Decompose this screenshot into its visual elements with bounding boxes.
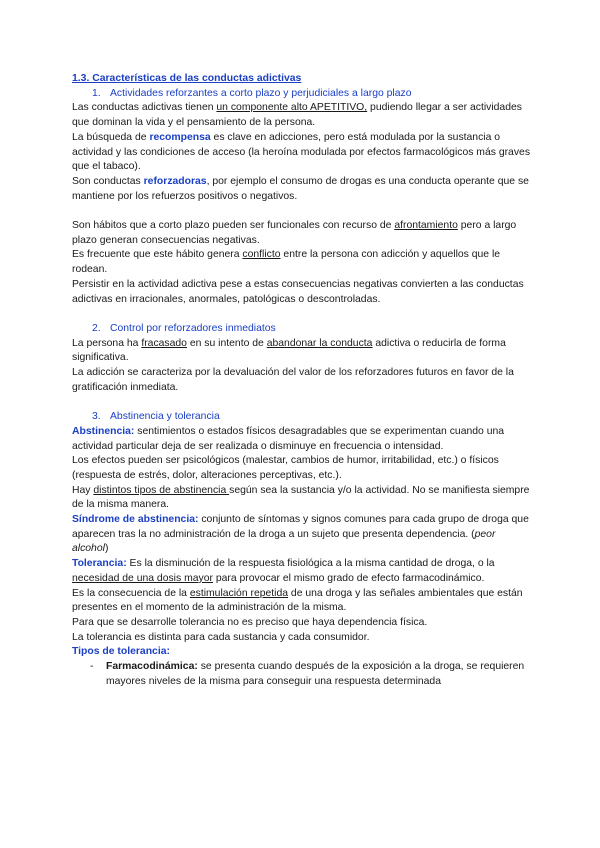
paragraph-conflicto: Es frecuente que este hábito genera conflicto entre la persona con adicción y aquellos que le rodean. <box>72 249 501 276</box>
bullet-dash: - <box>90 661 94 673</box>
paragraph-habitos: Son hábitos que a corto plazo pueden ser funcionales con recurso de afrontamiento pero a largo plazo generan consecuencias negativas. <box>72 220 517 246</box>
subheading-2 <box>72 322 532 337</box>
subheading-number: 2. <box>92 322 101 334</box>
paragraph-reforzadoras: Son conductas reforzadoras, por ejemplo el consumo de drogas es una conducta operante que se mantiene por los refuerzos positivos o negativos. <box>72 175 529 202</box>
section-heading: 1.3. Características de las conductas adictivas <box>72 73 302 84</box>
paragraph-distinta: La tolerancia es distinta para cada sustancia y cada consumidor. <box>72 631 370 643</box>
paragraph-efectos: Los efectos pueden ser psicológicos (malestar, cambios de humor, irritabilidad, etc.) o físicos (respuesta de estrés, dolor, alteraciones perceptivas, etc.). <box>72 455 499 481</box>
paragraph-tipos-abstinencia: Hay distintos tipos de abstinencia según sea la sustancia y/o la actividad. No se manifiesta siempre de la misma manera. <box>72 484 530 511</box>
subheading-title: Actividades reforzantes a corto plazo y perjudiciales a largo plazo <box>110 87 412 99</box>
paragraph-apetitivo: Las conductas adictivas tienen un componente alto APETITIVO, pudiendo llegar a ser actividades que dominan la vida y el pensamiento de la persona. <box>72 102 522 129</box>
subheading-title: Abstinencia y tolerancia <box>110 411 220 423</box>
document-body <box>72 72 532 689</box>
subheading-title: Control por reforzadores inmediatos <box>110 322 276 334</box>
tipos-tolerancia-heading: Tipos de tolerancia: <box>72 646 170 658</box>
subheading-1 <box>72 87 532 102</box>
paragraph-tolerancia: Tolerancia: Es la disminución de la respuesta fisiológica a la misma cantidad de droga, o la necesidad de una dosis mayor para provocar el mismo grado de efecto farmacodinámico. <box>72 558 495 584</box>
paragraph-consecuencia: Es la consecuencia de la estimulación repetida de una droga y las señales ambientales que están presentes en el momento de la administración de la misma. <box>72 587 523 614</box>
subheading-number: 1. <box>92 87 101 99</box>
subheading-3 <box>72 410 532 425</box>
subheading-number: 3. <box>92 411 101 423</box>
paragraph-recompensa: La búsqueda de recompensa es clave en adicciones, pero está modulada por la sustancia o actividad y las condiciones de acceso (la heroína modulada por efectos farmacológicos más graves que el tabaco). <box>72 131 531 173</box>
paragraph-sindrome: Síndrome de abstinencia: conjunto de síntomas y signos comunes para cada grupo de droga que aparecen tras la no administración de la droga a un sujeto que presenta dependencia. (peor alcohol) <box>72 514 529 555</box>
list-item-farmacodinamica: - Farmacodinámica: se presenta cuando después de la exposición a la droga, se requieren mayores niveles de la misma para conseguir una respuesta determinada <box>90 661 525 687</box>
paragraph-abstinencia: Abstinencia: sentimientos o estados físicos desagradables que se experimentan cuando una actividad particular deja de ser realizada o disminuye en frecuencia o intensidad. <box>72 425 505 452</box>
paragraph-persistir: Persistir en la actividad adictiva pese a estas consecuencias negativas convierten a las conductas adictivas en irracionales, anormales, patológicas o descontroladas. <box>72 278 524 305</box>
paragraph-devaluacion: La adicción se caracteriza por la devaluación del valor de los reforzadores futuros en favor de la gratificación inmediata. <box>72 367 514 393</box>
paragraph-dependencia: Para que se desarrolle tolerancia no es preciso que haya dependencia física. <box>72 616 428 628</box>
paragraph-fracasado: La persona ha fracasado en su intento de abandonar la conducta adictiva o reducirla de forma significativa. <box>72 337 506 364</box>
